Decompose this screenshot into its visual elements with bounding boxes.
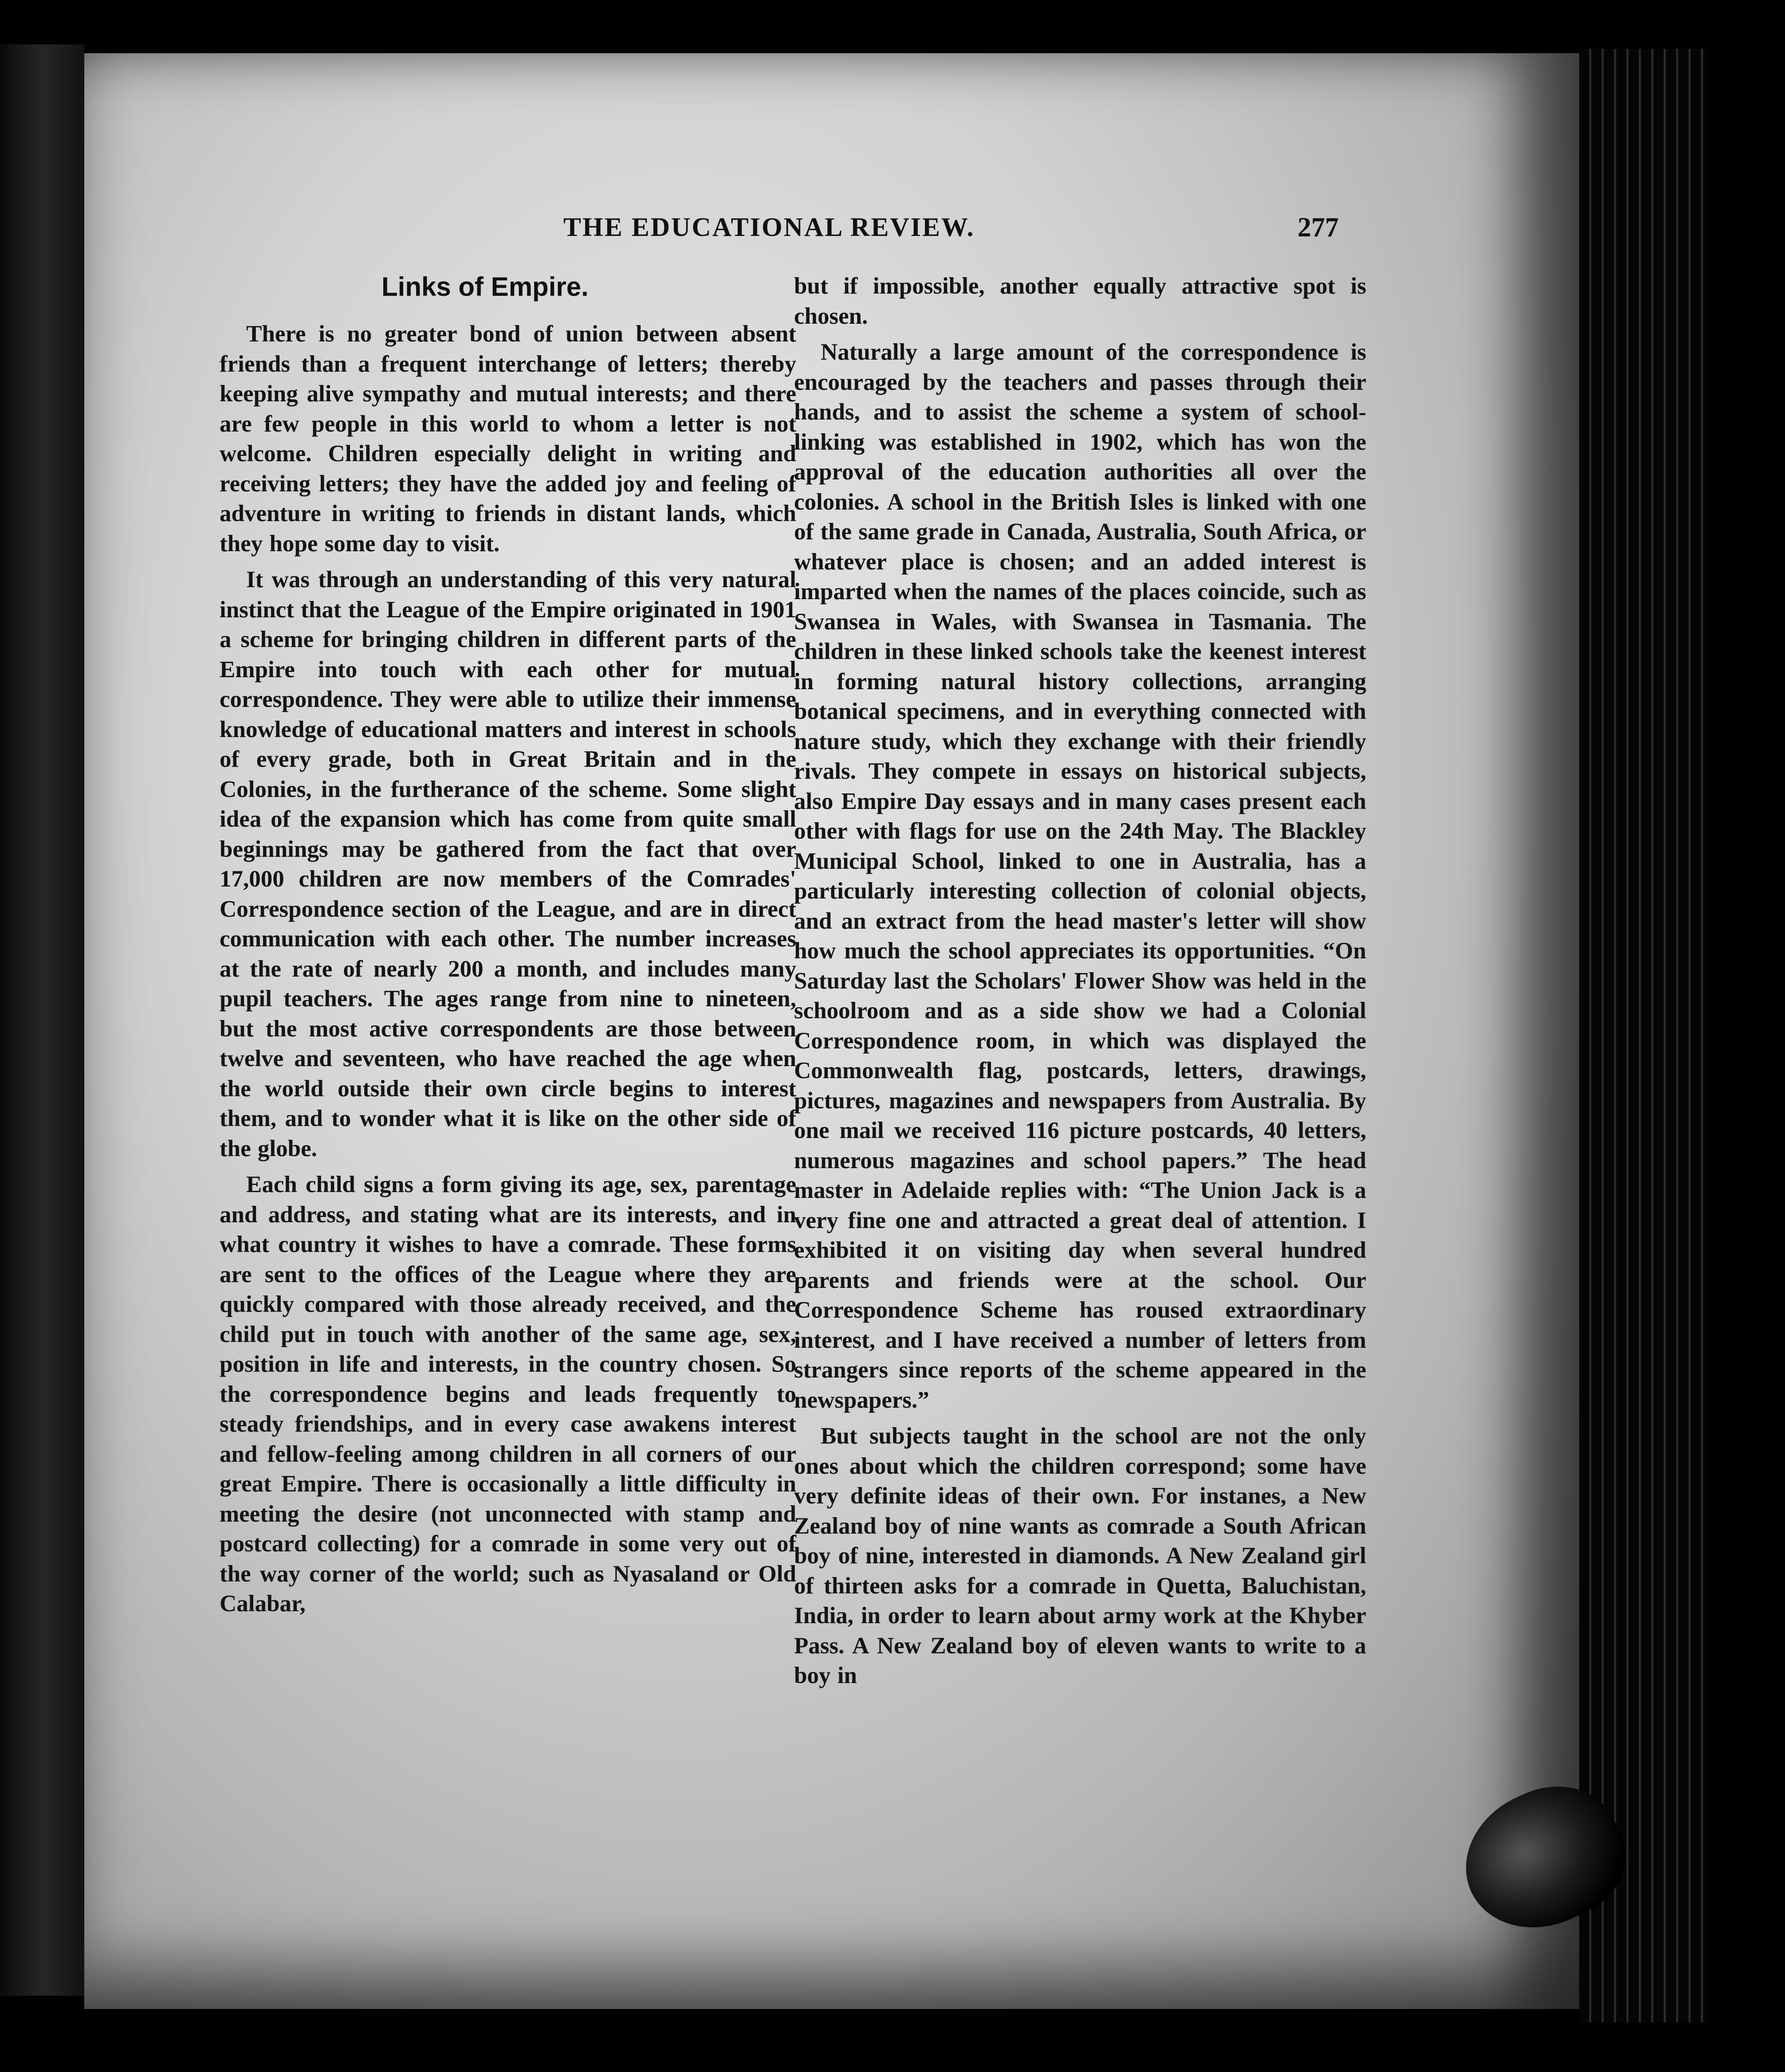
paragraph: But subjects taught in the school are not the only ones about which the children correspond; some have very definite ideas of their own. For instanes, a New Zealand boy of nine wants as comrade a South African boy of nine, interested in diamonds. A New Zealand girl of thirteen asks for a comrade in Quetta, Baluchistan, India, in order to learn about army work at the Khyber Pass. A New Zealand boy of eleven wants to write to a boy in	[794, 1423, 1366, 1688]
article-title: Links of Empire.	[381, 272, 589, 302]
paragraph: but if impossible, another equally attractive spot is chosen.	[794, 273, 1366, 329]
running-header: THE EDUCATIONAL REVIEW.	[563, 212, 975, 242]
paragraph: Each child signs a form giving its age, sex, parentage and address, and stating what are its interests, and in what country it wishes to have a comrade. These forms are sent to the offices of the League where they are quickly compared with those already received, and the child put in touch with another of the same age, sex, position in life and interests, in the country chosen. So the correspondence begins and leads frequently to steady friendships, and in every case awakens interest and fellow-feeling among children in all corners of our great Empire. There is occasionally a little difficulty in meeting the desire (not unconnected with stamp and postcard collecting) for a comrade in some very out of the way corner of the world; such as Nyasaland or Old Calabar,	[220, 1172, 796, 1617]
left-text-column	[220, 319, 796, 1619]
paragraph: There is no greater bond of union between absent friends than a frequent interchange of letters; thereby keeping alive sympathy and mutual interests; and there are few people in this world to whom a letter is not welcome. Children especially delight in writing and receiving letters; they have the added joy and feeling of adventure in writing to friends in distant lands, which they hope some day to visit.	[220, 321, 796, 557]
book-left-edge	[0, 44, 84, 1996]
paragraph: It was through an understanding of this very natural instinct that the League of the Empire originated in 1901 a scheme for bringing children in different parts of the Empire into touch with each other for mutual correspondence. They were able to utilize their immense knowledge of educational matters and interest in schools of every grade, both in Great Britain and in the Colonies, in the furtherance of the scheme. Some slight idea of the expansion which has come from quite small beginnings may be gathered from the fact that over 17,000 children are now members of the Comrades' Correspondence section of the League, and are in direct communication with each other. The number increases at the rate of nearly 200 a month, and includes many pupil teachers. The ages range from nine to nineteen, but the most active correspondents are those between twelve and seventeen, who have reached the age when the world outside their own circle begins to interest them, and to wonder what it is like on the other side of the globe.	[220, 567, 796, 1162]
paragraph: Naturally a large amount of the correspondence is encouraged by the teachers and passes through their hands, and to assist the scheme a system of school-linking was established in 1902, which has won the approval of the education authorities all over the colonies. A school in the British Isles is linked with one of the same grade in Canada, Australia, South Africa, or whatever place is chosen; and an added interest is imparted when the names of the places coincide, such as Swansea in Wales, with Swansea in Tasmania. The children in these linked schools take the keenest interest in forming natural history collections, arranging botanical specimens, and in everything connected with nature study, which they exchange with their friendly rivals. They compete in essays on historical subjects, also Empire Day essays and in many cases present each other with flags for use on the 24th May. The Blackley Municipal School, linked to one in Australia, has a particularly interesting collection of colonial objects, and an extract from the head master's letter will show how much the school appreciates its opportunities. “On Saturday last the Scholars' Flower Show was held in the schoolroom and as a side show we had a Colonial Correspondence room, in which was displayed the Commonwealth flag, postcards, letters, drawings, pictures, magazines and newspapers from Australia. By one mail we received 116 picture postcards, 40 letters, numerous magazines and school papers.” The head master in Adelaide replies with: “The Union Jack is a very fine one and attracted a great deal of attention. I exhibited it on visiting day when several hundred parents and friends were at the school. Our Correspondence Scheme has roused extraordinary interest, and I have received a number of letters from strangers since reports of the scheme appeared in the newspapers.”	[794, 339, 1366, 1413]
page-number: 277	[1297, 212, 1339, 243]
right-text-column	[794, 271, 1366, 1691]
page-stack-edge	[1579, 49, 1708, 2022]
